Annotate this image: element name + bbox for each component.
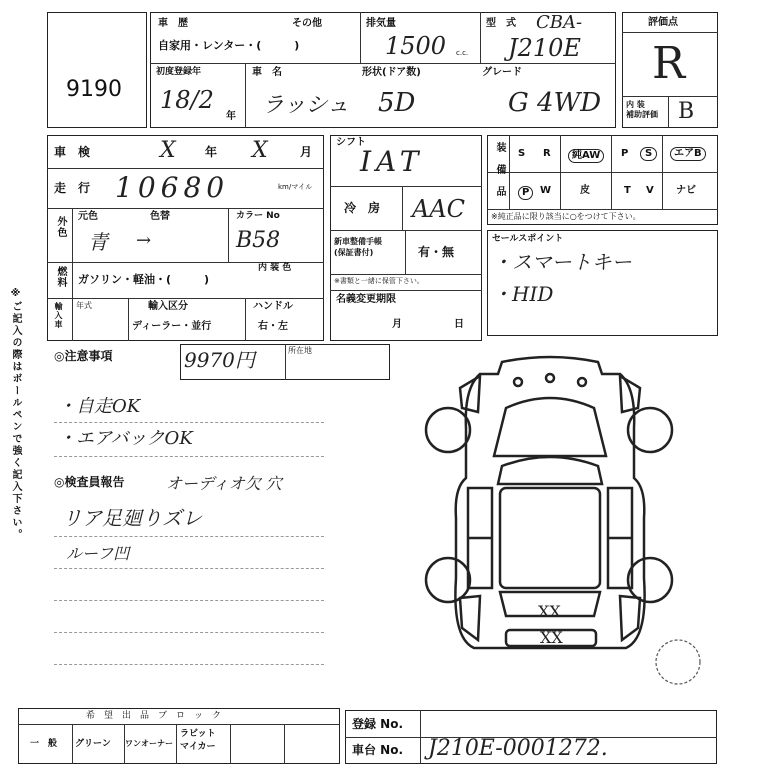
color-change-label: 色替: [150, 211, 170, 222]
equip-tv-v: V: [646, 185, 654, 196]
chassis-no-value: J210E-0001272.: [428, 736, 608, 761]
chassis-no-label: 車台 No.: [352, 743, 404, 757]
handle-label: ハンドル: [253, 301, 293, 312]
equip-airbag: エアB: [670, 147, 706, 161]
history-other-label: その他: [292, 18, 322, 29]
handle-options: 右・左: [258, 321, 288, 332]
rear-right-fender: [620, 596, 640, 640]
model-value-line1: CBA-: [536, 12, 583, 33]
warranty-options: 有・無: [418, 245, 455, 259]
equip-leather: 皮: [580, 185, 590, 196]
equip-sr-s: S: [518, 148, 526, 159]
equip-tv-t: T: [624, 185, 631, 196]
first-reg-value: 18/2: [160, 86, 214, 114]
block-general: 一 般: [30, 739, 58, 749]
equip-ps-s: S: [640, 147, 657, 161]
car-damage-diagram: [420, 348, 720, 708]
shift-label: シフト: [336, 137, 366, 148]
sales-point-2: ・HID: [492, 282, 554, 306]
wheel-rear-left: [426, 558, 470, 602]
roof: [500, 488, 600, 588]
name-change-day: 日: [454, 319, 464, 330]
inspection-label: 車 検: [54, 145, 91, 159]
mileage-value: 10680: [115, 171, 230, 204]
equip-ps-p: P: [621, 148, 629, 159]
grade-value: G 4WD: [508, 88, 602, 118]
location-label: 所在地: [288, 346, 312, 355]
car-name-label: 車 名: [252, 67, 282, 78]
inspector-item-3: ルーフ凹: [66, 544, 130, 563]
equip-pw-p: P: [518, 186, 533, 200]
left-doors: [468, 488, 492, 588]
wheel-rear-right: [628, 558, 672, 602]
inspection-year-label: 年: [205, 145, 218, 159]
color-code-label: カラー No: [236, 211, 280, 221]
first-reg-unit: 年: [226, 111, 236, 122]
interior-color-label: 内 装 色: [258, 263, 292, 273]
outer-color-label: 外色: [55, 216, 66, 238]
grade-label: グレード: [482, 67, 522, 78]
displacement-label: 排気量: [366, 18, 396, 29]
equip-aw: 純AW: [568, 149, 604, 163]
inspection-month-label: 月: [300, 145, 313, 159]
interior-grade-label: 内 装 補助評価: [626, 100, 658, 119]
name-change-label: 名義変更期限: [336, 294, 396, 305]
notes-label: ◎注意事項: [54, 349, 113, 363]
shift-value: IAT: [360, 145, 424, 178]
rear-left-fender: [460, 596, 480, 640]
equipment-label: 装備品: [494, 142, 505, 208]
import-year-label: 年式: [76, 301, 92, 310]
block-green: グリーン: [75, 739, 111, 749]
equip-sr-r: R: [543, 148, 551, 159]
inspection-month-value: X: [252, 138, 268, 163]
lot-number-box: [47, 12, 147, 128]
note-item-2: ・エアバックOK: [58, 428, 193, 449]
equipment-note: ※純正品に限り該当に○をつけて下さい。: [491, 212, 641, 221]
orig-color-value: 青: [88, 230, 108, 254]
block-title: 希 望 出 品 ブ ロ ッ ク: [86, 711, 222, 721]
model-value-line2: J210E: [508, 34, 581, 62]
warranty-label: 新車整備手帳 (保証書付): [334, 237, 382, 258]
warranty-note: ※書類と一緒に保管下さい。: [334, 277, 424, 285]
interior-grade-value: B: [678, 99, 695, 124]
fuel-label: 燃料: [55, 266, 66, 288]
front-right-fender: [620, 376, 640, 412]
import-label: 輸入車: [54, 302, 63, 329]
mileage-unit: km/マイル: [278, 183, 313, 191]
grade-box-label: 評価点: [648, 17, 678, 28]
color-change-value: →: [136, 230, 152, 251]
name-change-month: 月: [392, 319, 402, 330]
hood: [494, 398, 606, 456]
wheel-front-left: [426, 408, 470, 452]
first-reg-label: 初度登録年: [156, 67, 202, 77]
diagram-mark-rear: XX: [538, 602, 561, 621]
history-options: 自家用・レンター・( ): [158, 39, 300, 52]
displacement-value: 1500: [385, 32, 447, 60]
inspector-label: ◎検査員報告: [54, 475, 125, 489]
ac-label: 冷 房: [344, 201, 381, 215]
car-name-value: ラッシュ: [262, 93, 350, 118]
inspection-year-value: X: [160, 138, 176, 163]
front-left-fender: [460, 376, 480, 412]
fuel-options: ガソリン・軽油・( ): [78, 273, 210, 286]
displacement-unit: c.c.: [456, 49, 469, 57]
inspector-item-2: リア足廻りズレ: [62, 506, 202, 530]
diagram-mark-bumper: XX: [540, 628, 563, 647]
block-one-owner: ワンオーナー: [125, 739, 173, 748]
inspector-item-1: オーディオ欠 穴: [166, 474, 282, 493]
model-label: 型 式: [486, 18, 516, 29]
body-type-value: 5D: [378, 88, 416, 118]
block-rabbit: ラビット マイカー: [180, 729, 216, 752]
sales-points-label: セールスポイント: [492, 234, 564, 244]
ac-value: AAC: [412, 195, 466, 223]
import-type-options: ディーラー・並行: [132, 321, 212, 332]
import-type-label: 輸入区分: [148, 301, 188, 312]
body-type-label: 形状(ドア数): [362, 67, 421, 78]
sales-point-1: ・スマートキー: [492, 250, 632, 274]
stamp-circle: [656, 640, 700, 684]
notes-price: 9970円: [184, 348, 255, 372]
windshield: [498, 457, 602, 484]
note-item-1: ・自走OK: [58, 396, 141, 417]
equip-pw-w: W: [540, 185, 552, 196]
lot-number: 9190: [66, 77, 122, 102]
reg-no-label: 登録 No.: [352, 717, 404, 731]
mileage-label: 走 行: [54, 181, 91, 195]
equip-navi: ナビ: [676, 185, 696, 196]
history-label: 車 歴: [158, 18, 188, 29]
orig-color-label: 元色: [78, 211, 98, 222]
color-code-value: B58: [236, 228, 281, 253]
grade-box-value: R: [652, 38, 686, 89]
side-note: ※ご記入の際はボールペンで強く記入下さい。: [10, 288, 21, 541]
